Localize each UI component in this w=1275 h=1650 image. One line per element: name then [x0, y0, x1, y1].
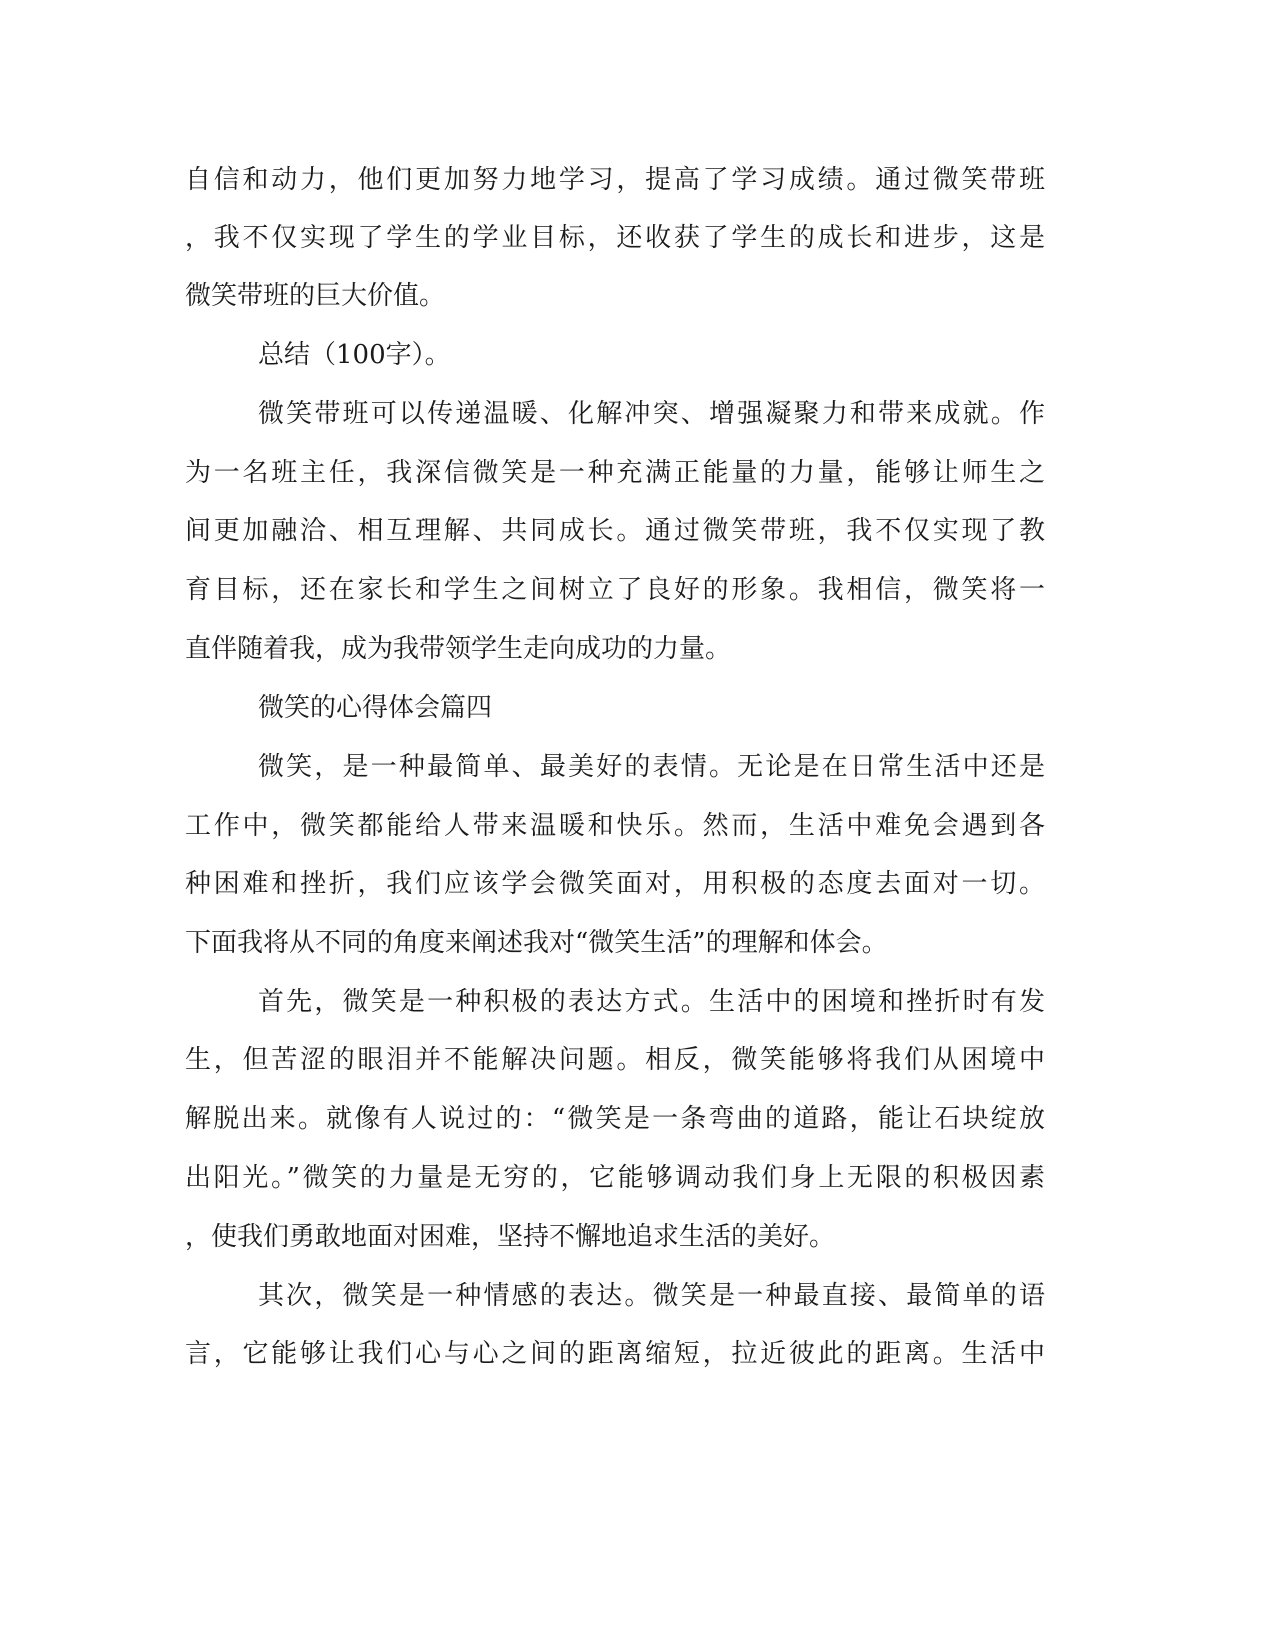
text-line-11: 微笑，是一种最简单、最美好的表情。无论是在日常生活中还是	[258, 752, 1045, 782]
text-line-14: 下面我将从不同的角度来阐述我对“微笑生活”的理解和体会。	[185, 928, 888, 958]
text-line-8: 育目标，还在家长和学生之间树立了良好的形象。我相信，微笑将一	[185, 575, 1045, 605]
text-line-12: 工作中，微笑都能给人带来温暖和快乐。然而，生活中难免会遇到各	[185, 811, 1045, 841]
text-line-19: ，使我们勇敢地面对困难，坚持不懈地追求生活的美好。	[185, 1222, 836, 1252]
section-heading-part-four: 微笑的心得体会篇四	[258, 693, 493, 723]
text-line-20: 其次，微笑是一种情感的表达。微笑是一种最直接、最简单的语	[258, 1281, 1045, 1311]
text-line-5: 微笑带班可以传递温暖、化解冲突、增强凝聚力和带来成就。作	[258, 399, 1045, 429]
text-line-2: ，我不仅实现了学生的学业目标，还收获了学生的成长和进步，这是	[185, 223, 1045, 253]
text-line-17: 解脱出来。就像有人说过的：“微笑是一条弯曲的道路，能让石块绽放	[185, 1104, 1045, 1134]
text-line-16: 生，但苦涩的眼泪并不能解决问题。相反，微笑能够将我们从困境中	[185, 1045, 1045, 1075]
text-line-7: 间更加融洽、相互理解、共同成长。通过微笑带班，我不仅实现了教	[185, 516, 1045, 546]
text-line-3: 微笑带班的巨大价值。	[185, 281, 446, 311]
text-line-13: 种困难和挫折，我们应该学会微笑面对，用积极的态度去面对一切。	[185, 869, 1045, 899]
text-line-21: 言，它能够让我们心与心之间的距离缩短，拉近彼此的距离。生活中	[185, 1339, 1045, 1369]
text-line-1: 自信和动力，他们更加努力地学习，提高了学习成绩。通过微笑带班	[185, 165, 1045, 195]
section-heading-summary: 总结（100字）。	[258, 340, 451, 370]
text-line-18: 出阳光。”微笑的力量是无穷的，它能够调动我们身上无限的积极因素	[185, 1163, 1045, 1193]
text-line-9: 直伴随着我，成为我带领学生走向成功的力量。	[185, 634, 732, 664]
text-line-15: 首先，微笑是一种积极的表达方式。生活中的困境和挫折时有发	[258, 987, 1045, 1017]
text-line-6: 为一名班主任，我深信微笑是一种充满正能量的力量，能够让师生之	[185, 458, 1045, 488]
